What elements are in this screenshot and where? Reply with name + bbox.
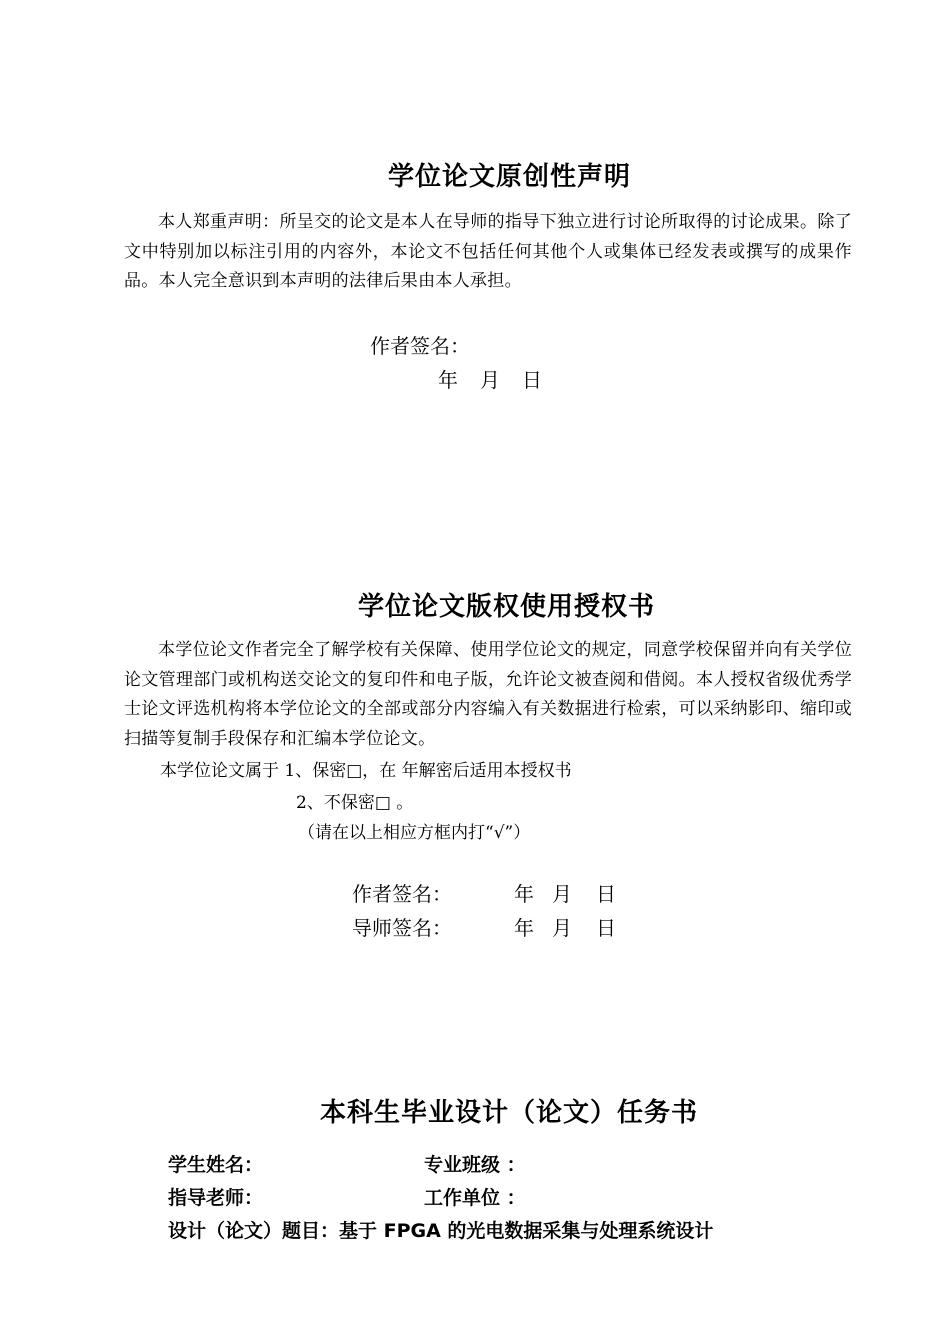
work-unit-label: 工作单位 ：	[424, 1187, 526, 1209]
originality-title: 学位论文原创性声明	[388, 162, 632, 192]
date-day: 日	[596, 916, 616, 940]
advisor-sign-label: 导师签名：	[352, 916, 452, 940]
date-line-1	[438, 364, 542, 393]
originality-paragraph: 本人郑重声明：所呈交的论文是本人在导师的指导下独立进行讨论所取得的讨论成果。除了文中特别加以标注引用的内容外，本论文不包括任何其他个人或集体已经发表或撰写的成果作品。本人完全意识到本声明的法律后果由本人承担。	[124, 212, 852, 291]
author-sign-label-1: 作者签名：	[370, 334, 470, 358]
date-year: 年	[514, 882, 534, 906]
authorization-title: 学位论文版权使用授权书	[358, 592, 656, 622]
date-line-3	[514, 912, 616, 941]
thesis-topic: 设计（论文）题目：基于 FPGA 的光电数据采集与处理系统设计	[168, 1220, 714, 1242]
date-month: 月	[552, 882, 572, 906]
major-class-label: 专业班级 ：	[424, 1154, 526, 1176]
confidentiality-option-1: 本学位论文属于 1、保密□，在 年解密后适用本授权书	[160, 761, 572, 781]
authorization-paragraph: 本学位论文作者完全了解学校有关保障、使用学位论文的规定，同意学校保留并向有关学位论文管理部门或机构送交论文的复印件和电子版，允许论文被查阅和借阅。本人授权省级优秀学士论文评选机构将本学位论文的全部或部分内容编入有关数据进行检索，可以采纳影印、缩印或扫描等复制手段保存和汇编本学位论文。	[124, 640, 852, 749]
date-year: 年	[438, 368, 458, 392]
date-year: 年	[514, 916, 534, 940]
student-name-label: 学生姓名：	[168, 1154, 264, 1176]
date-day: 日	[596, 882, 616, 906]
date-line-2	[514, 878, 616, 907]
date-month: 月	[480, 368, 500, 392]
author-sign-label-2: 作者签名：	[352, 882, 452, 906]
checkbox-note: （请在以上相应方框内打“√”）	[298, 823, 531, 843]
date-month: 月	[552, 916, 572, 940]
advisor-label: 指导老师：	[168, 1187, 264, 1209]
task-book-title: 本科生毕业设计（论文）任务书	[320, 1098, 699, 1128]
date-day: 日	[522, 368, 542, 392]
confidentiality-option-2: 2、不保密□ 。	[296, 793, 414, 813]
